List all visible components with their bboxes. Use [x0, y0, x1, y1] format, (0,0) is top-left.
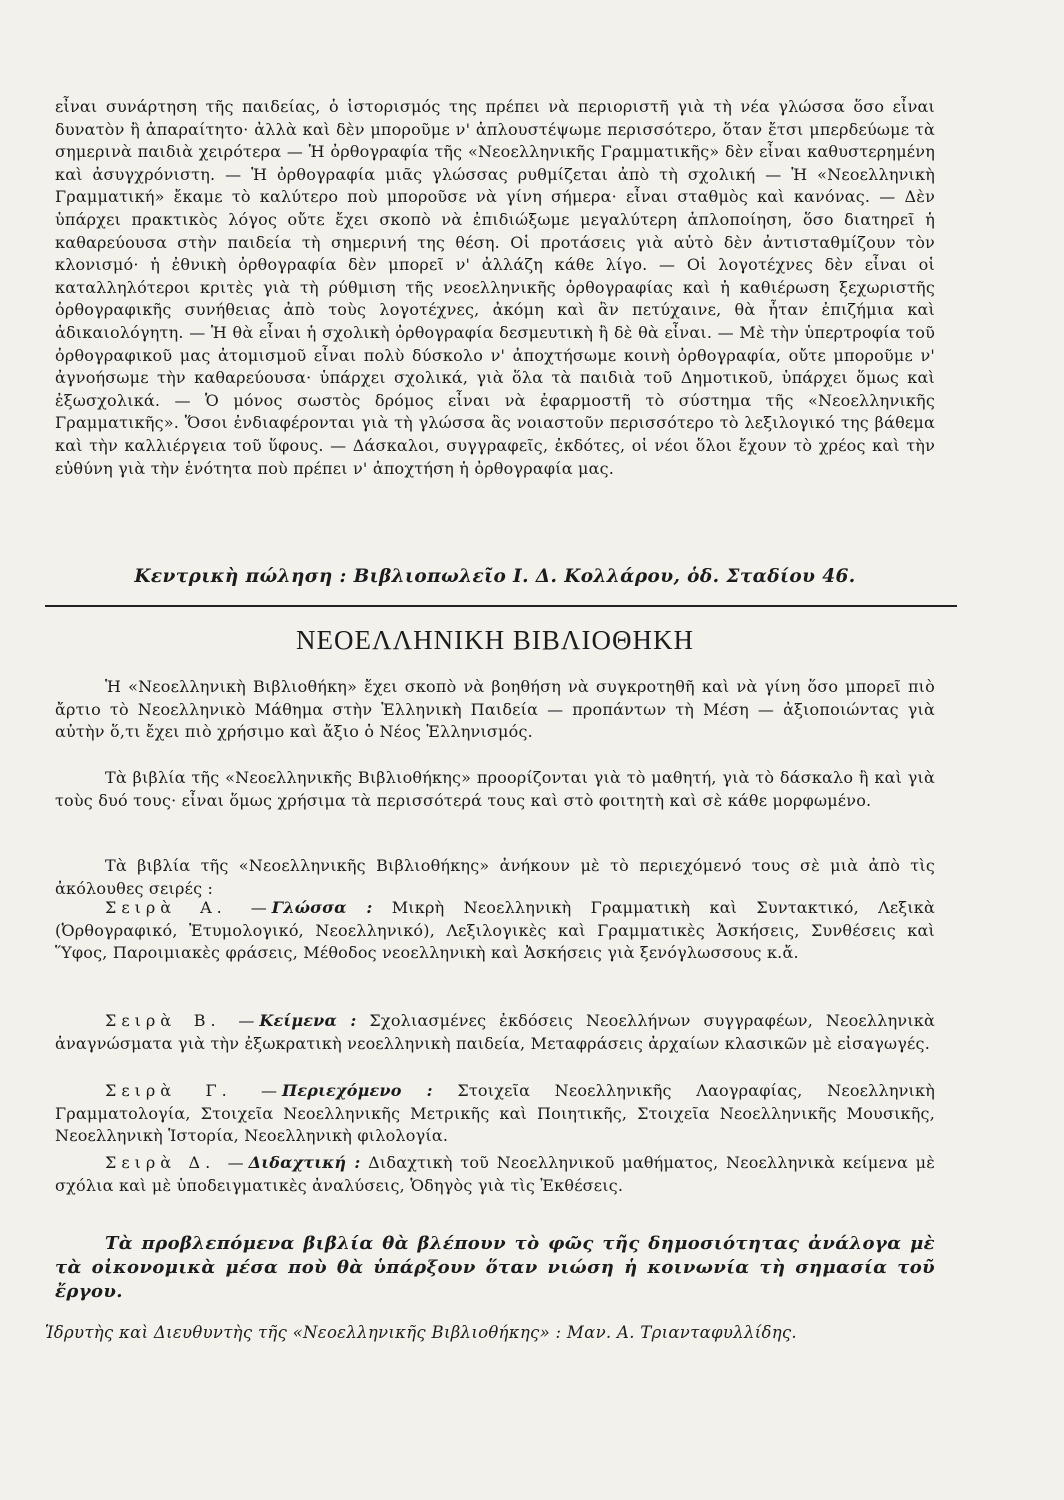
series-text: Σχολιασμένες ἐκδόσεις Νεοελλήνων συγγραφέων, Νεοελληνικὰ ἀναγνώσματα γιὰ τὴν ἐξωκρατικὴ νεοελληνικὴ παιδεία, Μεταφράσεις ἀρχαίων κλασικῶν μὲ εἰσαγωγές.: [55, 1011, 935, 1053]
section-title: ΝΕΟΕΛΛΗΝΙΚΗ ΒΙΒΛΙΟΘΗΚΗ: [296, 625, 694, 655]
series-item: [55, 897, 935, 965]
section-divider: [45, 605, 957, 607]
series-label: Σειρὰ Β. —: [105, 1011, 260, 1030]
founder-line: Ἱδρυτὴς καὶ Διευθυντὴς τῆς «Νεοελληνικῆς Βιβλιοθήκης» : Μαν. Α. Τριανταφυλλίδης.: [45, 1323, 797, 1342]
series-name: Γλώσσα :: [271, 898, 373, 917]
closing-statement: Τὰ προβλεπόμενα βιβλία θὰ βλέπουν τὸ φῶς τῆς δημοσιότητας ἀνάλογα μὲ τὰ οἰκονομικὰ μέσα ποὺ θὰ ὑπάρξουν ὅταν νιώση ἡ κοινωνία τὴ σημασία τοῦ ἔργου.: [55, 1233, 935, 1302]
series-text: Μικρὴ Νεοελληνικὴ Γραμματικὴ καὶ Συντακτικό, Λεξικὰ (Ὀρθογραφικό, Ἐτυμολογικό, Νεοελληνικό), Λεξιλογικὲς καὶ Γραμματικὲς Ἀσκήσεις, Συνθέσεις καὶ Ὕφος, Παροιμιακὲς φράσεις, Μέθοδος νεοελληνικὴ καὶ Ἀσκήσεις γιὰ ξενόγλωσσους κ.ἄ.: [55, 898, 935, 963]
series-label: Σειρὰ Γ. —: [105, 1081, 283, 1100]
audience-paragraph: Τὰ βιβλία τῆς «Νεοελληνικῆς Βιβλιοθήκης» προορίζονται γιὰ τὸ μαθητή, γιὰ τὸ δάσκαλο ἢ καὶ γιὰ τοὺς δυό τους· εἶναι ὅμως χρήσιμα τὰ περισσότερά τους καὶ στὸ φοιτητὴ καὶ σὲ κάθε μορφωμένο.: [55, 768, 935, 810]
series-intro-paragraph: Τὰ βιβλία τῆς «Νεοελληνικῆς Βιβλιοθήκης» ἀνήκουν μὲ τὸ περιεχόμενό τους σὲ μιὰ ἀπὸ τὶς ἀκόλουθες σειρές :: [55, 856, 935, 898]
series-label: Σειρὰ Α. —: [105, 898, 272, 917]
intro-paragraph: Ἡ «Νεοελληνικὴ Βιβλιοθήκη» ἔχει σκοπὸ νὰ βοηθήση νὰ συγκροτηθῆ καὶ νὰ γίνη ὅσο μπορεῖ πιὸ ἄρτιο τὸ Νεοελληνικὸ Μάθημα στὴν Ἑλληνικὴ Παιδεία — προπάντων τὴ Μέση — ἀξιοποιώντας γιὰ αὐτὴν ὅ,τι ἔχει πιὸ χρήσιμο καὶ ἄξιο ὁ Νέος Ἑλληνισμός.: [55, 677, 935, 742]
series-item: [55, 1152, 935, 1197]
series-name: Κείμενα :: [259, 1011, 357, 1030]
series-label: Σειρὰ Δ. —: [105, 1153, 249, 1172]
series-name: Διδαχτική :: [248, 1153, 361, 1172]
series-item: [55, 1080, 935, 1148]
series-item: [55, 1010, 935, 1055]
series-text: Στοιχεῖα Νεοελληνικῆς Λαογραφίας, Νεοελληνικὴ Γραμματολογία, Στοιχεῖα Νεοελληνικῆς Μετρικῆς καὶ Ποιητικῆς, Στοιχεῖα Νεοελληνικῆς Μουσικῆς, Νεοελληνικὴ Ἱστορία, Νεοελληνικὴ φιλολογία.: [55, 1081, 935, 1146]
series-name: Περιεχόμενο :: [282, 1081, 433, 1100]
sale-point-line: Κεντρικὴ πώληση : Βιβλιοπωλεῖο Ι. Δ. Κολλάρου, ὁδ. Σταδίου 46.: [134, 566, 856, 587]
top-paragraph: εἶναι συνάρτηση τῆς παιδείας, ὁ ἱστορισμός της πρέπει νὰ περιοριστῆ γιὰ τὴ νέα γλώσσα ὅσο εἶναι δυνατὸν ἢ ἀπαραίτητο· ἀλλὰ καὶ δὲν μποροῦμε ν' ἁπλουστέψωμε περισσότερο, ὅταν ἔτσι μπερδεύωμε τὰ σημερινὰ παιδιὰ χειρότερα — Ἡ ὀρθογραφία τῆς «Νεοελληνικῆς Γραμματικῆς» δὲν εἶναι καθυστερημένη καὶ ἀσυγχρόνιστη. — Ἡ ὀρθογραφία μιᾶς γλώσσας ρυθμίζεται ἀπὸ τὴ σχολική — Ἡ «Νεοελληνικὴ Γραμματική» ἔκαμε τὸ καλύτερο ποὺ μποροῦσε νὰ γίνη σήμερα· εἶναι σταθμὸς καὶ κανόνας. — Δὲν ὑπάρχει πρακτικὸς λόγος οὔτε ἔχει σκοπὸ νὰ ἐπιδιώξωμε μεγαλύτερη ἁπλοποίηση, ὅσο διατηρεῖ ἡ καθαρεύουσα στὴν παιδεία τὴ σημερινή της θέση. Οἱ προτάσεις γιὰ αὐτὸ δὲν ἀντισταθμίζουν τὸν κλονισμό· ἡ ἐθνικὴ ὀρθογραφία δὲν μπορεῖ ν' ἀλλάζη κάθε λίγο. — Οἱ λογοτέχνες δὲν εἶναι οἱ καταλληλότεροι κριτὲς γιὰ τὴ ρύθμιση τῆς νεοελληνικῆς ὀρθογραφίας καὶ ἡ καθιέρωση ξεχωριστῆς ὀρθογραφικῆς συνήθειας ἀπὸ τοὺς λογοτέχνες, ἀκόμη καὶ ἂν πετύχαινε, θὰ ἦταν ἐπιζήμια καὶ ἀδικαιολόγητη. — Ἡ θὰ εἶναι ἡ σχολικὴ ὀρθογραφία δεσμευτικὴ ἢ δὲ θὰ εἶναι. — Μὲ τὴν ὑπερτροφία τοῦ ὀρθογραφικοῦ μας ἀτομισμοῦ εἶναι πολὺ δύσκολο ν' ἀποχτήσωμε κοινὴ ὀρθογραφία, οὔτε μποροῦμε ν' ἀγνοήσωμε τὴν καθαρεύουσα· ὑπάρχει σχολικά, γιὰ ὅλα τὰ παιδιὰ τοῦ Δημοτικοῦ, ὑπάρχει ὅμως καὶ ἐξωσχολικά. — Ὁ μόνος σωστὸς δρόμος εἶναι νὰ ἐφαρμοστῆ τὸ σύστημα τῆς «Νεοελληνικῆς Γραμματικῆς». Ὅσοι ἐνδιαφέρονται γιὰ τὴ γλώσσα ἂς νοιαστοῦν περισσότερο τὸ λεξιλογικό της βάθεμα καὶ τὴν καλλιέργεια τοῦ ὕφους. — Δάσκαλοι, συγγραφεῖς, ἐκδότες, οἱ νέοι ὅλοι ἔχουν τὸ χρέος καὶ τὴν εὐθύνη γιὰ τὴν ἑνότητα ποὺ πρέπει ν' ἀποχτήση ἡ ὀρθογραφία μας.: [55, 97, 935, 478]
series-text: Διδαχτικὴ τοῦ Νεοελληνικοῦ μαθήματος, Νεοελληνικὰ κείμενα μὲ σχόλια καὶ μὲ ὑποδειγματικὲς ἀναλύσεις, Ὁδηγὸς γιὰ τὶς Ἐκθέσεις.: [55, 1153, 935, 1195]
